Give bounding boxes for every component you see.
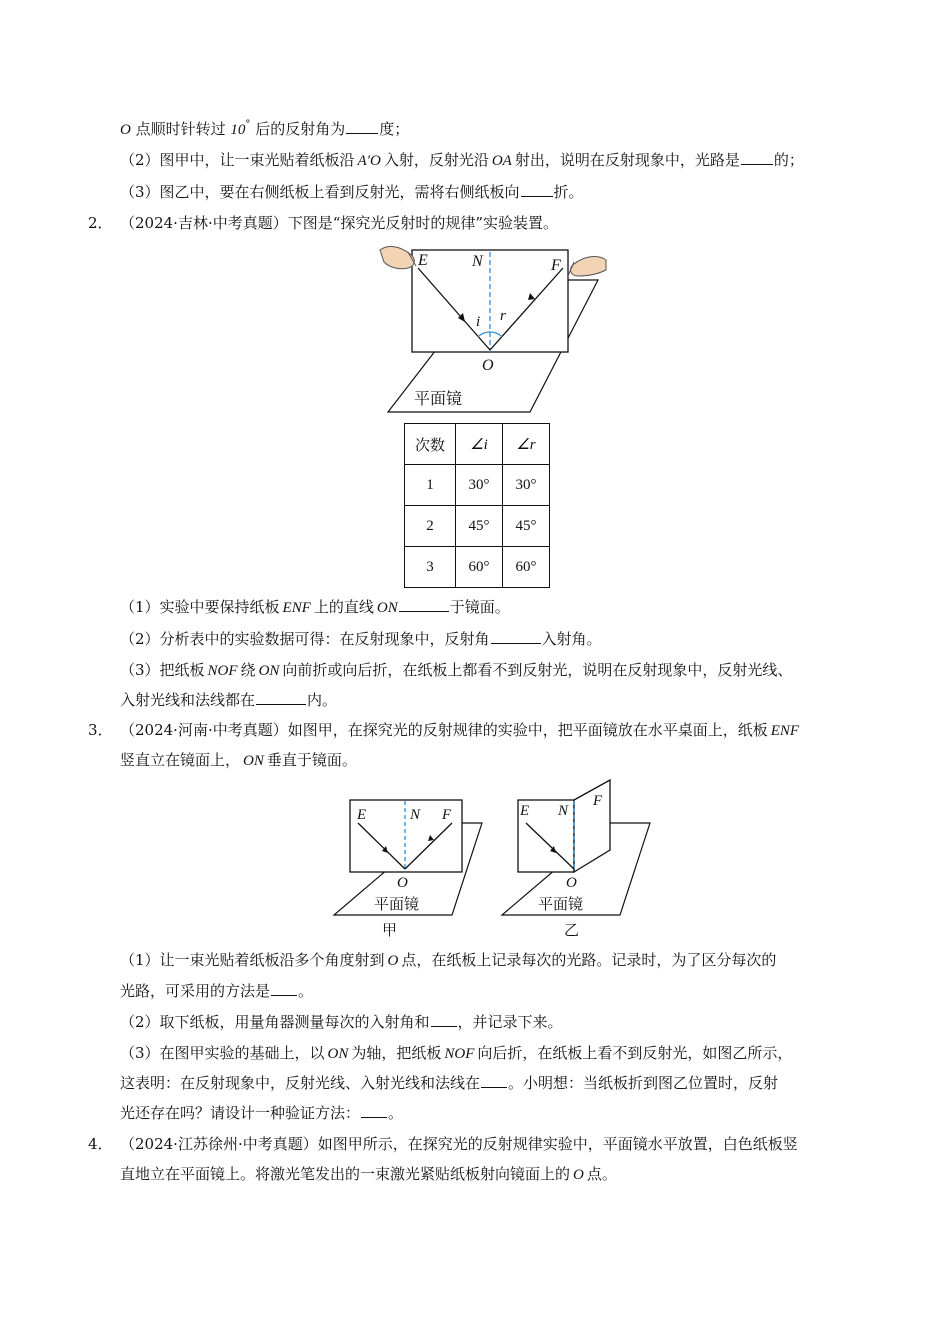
mirror-label: 平面镜: [538, 895, 584, 913]
q2-sub3-cont: [120, 690, 337, 710]
label-o: O: [397, 875, 408, 891]
q3-text: 。: [388, 1104, 404, 1122]
q1-text: 入射，反射光沿: [383, 151, 489, 169]
q3-text: 这表明：在反射现象中，反射光线、入射光线和法线在: [120, 1074, 481, 1092]
table-cell: 30°: [456, 465, 503, 506]
answer-blank[interactable]: [361, 1103, 387, 1118]
answer-blank[interactable]: [271, 981, 297, 996]
q3-sub1: [120, 950, 776, 971]
table-row: [405, 465, 550, 506]
q3-text: （3）在图甲实验的基础上，以: [120, 1044, 325, 1062]
label-n: N: [472, 253, 483, 270]
q3-text: 垂直于镜面。: [266, 751, 357, 769]
label-r: r: [500, 308, 506, 324]
left-hand-icon: [380, 247, 416, 269]
answer-blank[interactable]: [481, 1073, 507, 1088]
board-nof-label: NOF: [444, 1046, 475, 1062]
board-enf-label: ENF: [770, 723, 800, 739]
line-on-label: ON: [327, 1046, 349, 1062]
q3-text: （2024·河南·中考真题）如图甲，在探究光的反射规律的实验中，把平面镜放在水平桌面上，纸板: [120, 721, 768, 739]
q2-sub3: [120, 660, 792, 681]
q3-text: ，并记录下来。: [457, 1013, 563, 1031]
paper-board-folded: [574, 780, 610, 872]
q3-figure-jia: [330, 795, 490, 940]
table-row: [405, 506, 550, 547]
line-on-label: ON: [376, 600, 398, 616]
q3-sub3-cont: [120, 1073, 778, 1093]
table-header: ∠r: [503, 424, 550, 465]
point-o: O: [120, 122, 131, 138]
q1-text: 点顺时针转过: [135, 120, 226, 138]
q3-stem: [120, 720, 799, 741]
q2-text: 绕: [240, 661, 256, 679]
answer-blank[interactable]: [491, 629, 541, 644]
label-e: E: [357, 807, 367, 823]
right-hand-icon: [568, 257, 606, 276]
answer-blank[interactable]: [399, 597, 449, 612]
answer-blank[interactable]: [741, 150, 773, 165]
q3-sub3-cont2: [120, 1103, 403, 1123]
mirror-label: 平面镜: [374, 895, 420, 913]
line-on-label: ON: [258, 663, 280, 679]
label-f: F: [593, 793, 603, 809]
table-cell: 60°: [503, 547, 550, 588]
q4-text: 直地立在平面镜上。将激光笔发出的一束激光紧贴纸板射向镜面上的: [120, 1165, 571, 1183]
q3-text: 竖直立在镜面上，: [120, 751, 241, 769]
label-n: N: [410, 807, 421, 823]
mirror-label: 平面镜: [414, 389, 463, 408]
q2-text: （2）分析表中的实验数据可得：在反射现象中，反射角: [120, 630, 490, 648]
figure-caption: 甲: [382, 921, 398, 939]
q3-text: （1）让一束光贴着纸板沿多个角度射到: [120, 951, 385, 969]
table-cell: 45°: [503, 506, 550, 547]
q2-sub2: [120, 629, 602, 649]
q1-line1: [120, 115, 409, 140]
q3-sub2: [120, 1012, 563, 1032]
label-f: F: [551, 257, 561, 274]
question-number: 4．: [88, 1135, 113, 1153]
table-header-row: [405, 424, 550, 465]
degree-sup: °: [245, 119, 251, 130]
figure-caption: 乙: [564, 921, 580, 939]
table-row: [405, 547, 550, 588]
table-cell: 45°: [456, 506, 503, 547]
point-o: O: [573, 1167, 584, 1183]
q1-text: 射出，说明在反射现象中，光路是: [514, 151, 740, 169]
q2-sub1: [120, 597, 510, 618]
q1-text: 度；: [379, 120, 410, 138]
label-i: i: [476, 314, 481, 330]
q3-text: 点，在纸板上记录每次的光路。记录时，为了区分每次的: [401, 951, 777, 969]
q3-sub1-cont: [120, 981, 313, 1001]
line-on-label: ON: [243, 753, 264, 769]
q2-text: 入射光线和法线都在: [120, 691, 256, 709]
table-cell: 60°: [456, 547, 503, 588]
q2-text: （3）把纸板: [120, 661, 205, 679]
table-cell: 3: [405, 547, 456, 588]
table-header: ∠i: [456, 424, 503, 465]
q1-text: 折。: [553, 183, 584, 201]
q3-sub3: [120, 1043, 792, 1064]
q2-figure: [370, 238, 620, 418]
answer-blank[interactable]: [346, 119, 378, 134]
q3-text: 向后折，在纸板上看不到反射光，如图乙所示，: [477, 1044, 793, 1062]
question-number: 2．: [88, 214, 113, 232]
q2-text: 于镜面。: [449, 598, 510, 616]
table-header: 次数: [405, 424, 456, 465]
q3-text: 光路，可采用的方法是: [120, 982, 271, 1000]
table-cell: 1: [405, 465, 456, 506]
q1-line2: [120, 150, 804, 171]
q4-stem-cont: [120, 1164, 617, 1185]
q1-text: 后的反射角为: [255, 120, 346, 138]
q3-text: 。小明想：当纸板折到图乙位置时，反射: [508, 1074, 779, 1092]
q2-text: 向前折或向后折，在纸板上都看不到反射光，说明在反射现象中，反射光线、: [282, 661, 793, 679]
ray-oa-label: OA: [491, 153, 512, 169]
q3-text: 光还存在吗？请设计一种验证方法：: [120, 1104, 361, 1122]
q2-data-table: [404, 423, 550, 588]
q1-text: （2）图甲中，让一束光贴着纸板沿: [120, 151, 355, 169]
angle-value: 10: [230, 122, 246, 138]
label-o: O: [566, 875, 577, 891]
q2-stem: （2024·吉林·中考真题）下图是“探究光反射时的规律”实验装置。: [120, 214, 559, 232]
point-o: O: [387, 953, 399, 969]
board-enf-label: ENF: [282, 600, 311, 616]
answer-blank[interactable]: [256, 690, 306, 705]
q1-text: （3）图乙中，要在右侧纸板上看到反射光，需将右侧纸板向: [120, 183, 520, 201]
answer-blank[interactable]: [431, 1012, 457, 1027]
label-e: E: [418, 252, 428, 269]
q3-figure-yi: [498, 775, 658, 940]
q3-text: 。: [298, 982, 314, 1000]
q4-stem: （2024·江苏徐州·中考真题）如图甲所示，在探究光的反射规律实验中，平面镜水平放置，白色纸板竖: [120, 1135, 798, 1153]
q3-text: 为轴，把纸板: [351, 1044, 442, 1062]
label-n: N: [558, 803, 569, 819]
q1-text: 的；: [773, 151, 804, 169]
table-cell: 30°: [503, 465, 550, 506]
q4-text: 点。: [586, 1165, 617, 1183]
q2-text: 入射角。: [541, 630, 602, 648]
table-cell: 2: [405, 506, 456, 547]
label-o: O: [482, 357, 494, 374]
q2-text: 内。: [307, 691, 338, 709]
question-number: 3．: [88, 721, 113, 739]
q1-line3: [120, 182, 584, 202]
q3-text: （2）取下纸板，用量角器测量每次的入射角和: [120, 1013, 430, 1031]
answer-blank[interactable]: [521, 182, 553, 197]
ray-ao-label: A′O: [357, 153, 381, 169]
q3-stem-cont: [120, 750, 357, 771]
label-e: E: [520, 803, 530, 819]
label-f: F: [442, 807, 452, 823]
q2-text: 上的直线: [313, 598, 374, 616]
board-nof-label: NOF: [207, 663, 238, 679]
q2-text: （1）实验中要保持纸板: [120, 598, 280, 616]
